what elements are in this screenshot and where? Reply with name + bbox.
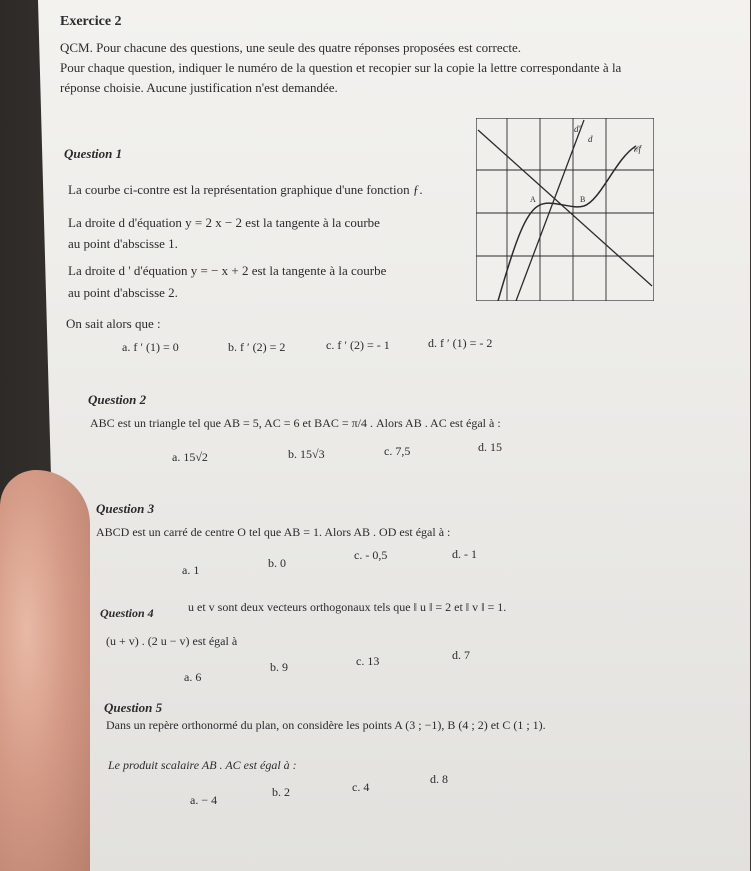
q4-answer-b: b. 9 [270,660,288,674]
question-2-title: Question 2 [88,392,147,407]
q2-answer-d: d. 15 [478,440,502,454]
q1-answer-b: b. f ′ (2) = 2 [228,340,286,354]
label-point-a: A [530,195,536,204]
q1-line-4: La droite d ' d'équation y = − x + 2 est la tangente à la courbe [68,263,387,278]
intro-line-1: QCM. Pour chacune des questions, une seule des quatre réponses proposées est correcte. [60,40,522,55]
q5-line-1: Dans un repère orthonormé du plan, on considère les points A (3 ; −1), B (4 ; 2) et C (1 ; 1). [106,718,546,732]
q3-answer-a: a. 1 [182,563,200,577]
exercise-title: Exercice 2 [60,14,122,29]
q3-line-1: ABCD est un carré de centre O tel que AB = 1. Alors AB . OD est égal à : [96,525,451,539]
q5-line-2: Le produit scalaire AB . AC est égal à : [108,758,297,772]
q5-answer-c: c. 4 [352,780,370,794]
q4-answer-d: d. 7 [452,648,470,662]
question-1-title: Question 1 [64,146,123,161]
question-3-title: Question 3 [96,501,155,516]
q4-answer-c: c. 13 [356,654,380,668]
label-d-prime: d' [574,124,581,134]
question-5-title: Question 5 [104,700,163,715]
function-graph [476,118,654,301]
hand-holding-paper [0,470,90,871]
q1-line-3: au point d'abscisse 1. [68,236,178,251]
intro-line-3: réponse choisie. Aucune justification n'est demandée. [60,80,338,95]
q2-answer-c: c. 7,5 [384,444,411,458]
q5-answer-d: d. 8 [430,772,448,786]
intro-line-2: Pour chaque question, indiquer le numéro de la question et recopier sur la copie la lettre correspondante à la [60,60,622,75]
label-point-b: B [580,195,586,204]
question-4-title: Question 4 [100,606,154,620]
label-cf: 𝒞f [632,144,642,154]
q1-line-2: La droite d d'équation y = 2 x − 2 est la tangente à la courbe [68,215,380,230]
q4-line-1: u et v sont deux vecteurs orthogonaux tels que ‖ u ‖ = 2 et ‖ v ‖ = 1. [188,600,507,614]
q1-answer-a: a. f ′ (1) = 0 [122,340,179,354]
graph-frame [476,118,654,301]
q1-line-1: La courbe ci-contre est la représentation graphique d'une fonction ƒ. [68,182,423,197]
q1-answer-c: c. f ′ (2) = - 1 [326,338,390,352]
q3-answer-c: c. - 0,5 [354,548,388,562]
q4-answer-a: a. 6 [184,670,202,684]
q3-answer-d: d. - 1 [452,547,477,561]
q2-line-1: ABC est un triangle tel que AB = 5, AC = 6 et BAC = π/4 . Alors AB . AC est égal à : [90,416,501,430]
q1-line-5: au point d'abscisse 2. [68,285,178,300]
q2-answer-a: a. 15√2 [172,450,208,464]
q3-answer-b: b. 0 [268,556,286,570]
label-d: d [588,134,593,144]
q5-answer-b: b. 2 [272,785,290,799]
q1-line-6: On sait alors que : [66,316,161,331]
q1-answer-d: d. f ′ (1) = - 2 [428,336,493,350]
q5-answer-a: a. − 4 [190,793,218,807]
q4-line-2: (u + v) . (2 u − v) est égal à [106,634,238,648]
q2-answer-b: b. 15√3 [288,447,325,461]
